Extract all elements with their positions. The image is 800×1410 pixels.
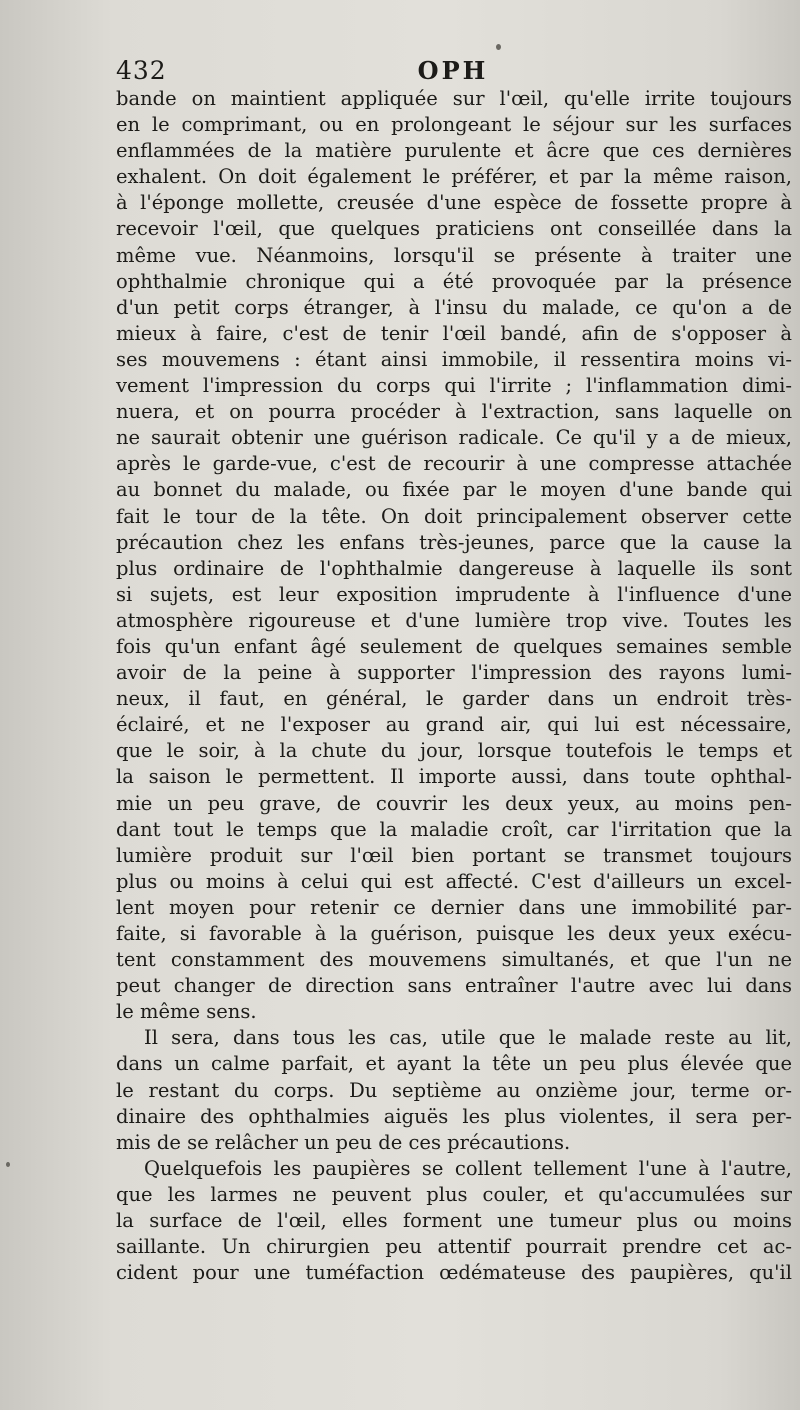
running-head: OPH <box>417 56 489 85</box>
text-line: dant tout le temps que la maladie croît, car l'irritation que la <box>116 817 792 841</box>
text-line: cident pour une tuméfaction œdémateuse des paupières, qu'il <box>116 1261 792 1285</box>
text-line: lumière produit sur l'œil bien portant se transmet toujours <box>116 843 792 867</box>
text-line: en le comprimant, ou en prolongeant le séjour sur les surfaces <box>116 113 792 137</box>
text-line: dans un calme parfait, et ayant la tête un peu plus élevée que <box>116 1052 792 1076</box>
text-line: au bonnet du malade, ou fixée par le moyen d'une bande qui <box>116 478 792 502</box>
text-line: d'un petit corps étranger, à l'insu du malade, ce qu'on a de <box>116 295 792 319</box>
text-line: tent constamment des mouvemens simultanés, et que l'un ne <box>116 948 792 972</box>
text-line: recevoir l'œil, que quelques praticiens ont conseillée dans la <box>116 217 792 241</box>
text-line: après le garde-vue, c'est de recourir à une compresse attachée <box>116 452 792 476</box>
text-line: fois qu'un enfant âgé seulement de quelques semaines semble <box>116 634 792 658</box>
text-line: le même sens. <box>116 1000 257 1024</box>
text-line: le restant du corps. Du septième au onzième jour, terme or- <box>116 1078 792 1102</box>
text-line: faite, si favorable à la guérison, puisque les deux yeux exécu- <box>116 922 792 945</box>
text-line: exhalent. On doit également le préférer, et par la même raison, <box>116 165 792 189</box>
text-line: avoir de la peine à supporter l'impression des rayons lumi- <box>116 661 792 685</box>
text-line: la surface de l'œil, elles forment une tumeur plus ou moins <box>116 1209 792 1233</box>
paragraph-start-line: Quelquefois les paupières se collent tellement l'une à l'autre, <box>144 1156 792 1180</box>
text-line: la saison le permettent. Il importe aussi, dans toute ophthal- <box>116 765 792 789</box>
text-line: plus ou moins à celui qui est affecté. C'est d'ailleurs un excel- <box>116 869 792 893</box>
text-line: dinaire des ophthalmies aiguës les plus violentes, il sera per- <box>116 1104 792 1128</box>
text-line: ophthalmie chronique qui a été provoquée par la présence <box>116 269 792 293</box>
ink-speck <box>6 1162 10 1167</box>
page-number: 432 <box>116 56 167 85</box>
text-line: précaution chez les enfans très-jeunes, parce que la cause la <box>116 530 792 554</box>
text-line: nuera, et on pourra procéder à l'extraction, sans laquelle on <box>116 400 792 424</box>
text-line: que le soir, à la chute du jour, lorsque toutefois le temps et <box>116 739 792 763</box>
text-line: neux, il faut, en général, le garder dans un endroit très- <box>116 687 792 711</box>
page-header <box>112 52 794 88</box>
paragraph-start-line: Il sera, dans tous les cas, utile que le malade reste au lit, <box>144 1026 792 1050</box>
text-line: lent moyen pour retenir ce dernier dans une immobilité par- <box>116 895 792 919</box>
text-line: ses mouvemens : étant ainsi immobile, il ressentira moins vi- <box>116 347 792 371</box>
text-line: si sujets, est leur exposition imprudente à l'influence d'une <box>116 582 792 606</box>
text-line: mie un peu grave, de couvrir les deux yeux, au moins pen- <box>116 791 792 815</box>
text-line: éclairé, et ne l'exposer au grand air, qui lui est nécessaire, <box>116 713 792 737</box>
ink-speck <box>496 44 501 50</box>
text-line: plus ordinaire de l'ophthalmie dangereuse à laquelle ils sont <box>116 556 792 580</box>
text-line: atmosphère rigoureuse et d'une lumière trop vive. Toutes les <box>116 608 792 632</box>
text-line: à l'éponge mollette, creusée d'une espèce de fossette propre à <box>116 191 792 215</box>
text-line: ne saurait obtenir une guérison radicale. Ce qu'il y a de mieux, <box>116 426 792 450</box>
text-line: que les larmes ne peuvent plus couler, et qu'accumulées sur <box>116 1182 792 1206</box>
text-line: peut changer de direction sans entraîner l'autre avec lui dans <box>116 974 792 998</box>
text-line: mis de se relâcher un peu de ces précautions. <box>116 1130 571 1154</box>
text-line: vement l'impression du corps qui l'irrite ; l'inflammation dimi- <box>116 374 792 398</box>
text-line: bande on maintient appliquée sur l'œil, qu'elle irrite toujours <box>116 87 792 110</box>
text-line: mieux à faire, c'est de tenir l'œil bandé, afin de s'opposer à <box>116 321 792 345</box>
text-line: fait le tour de la tête. On doit principalement observer cette <box>116 504 792 528</box>
text-line: même vue. Néanmoins, lorsqu'il se présente à traiter une <box>116 243 792 267</box>
text-line: saillante. Un chirurgien peu attentif pourrait prendre cet ac- <box>116 1235 792 1259</box>
body-text <box>116 86 792 1286</box>
text-line: enflammées de la matière purulente et âcre que ces dernières <box>116 139 792 163</box>
